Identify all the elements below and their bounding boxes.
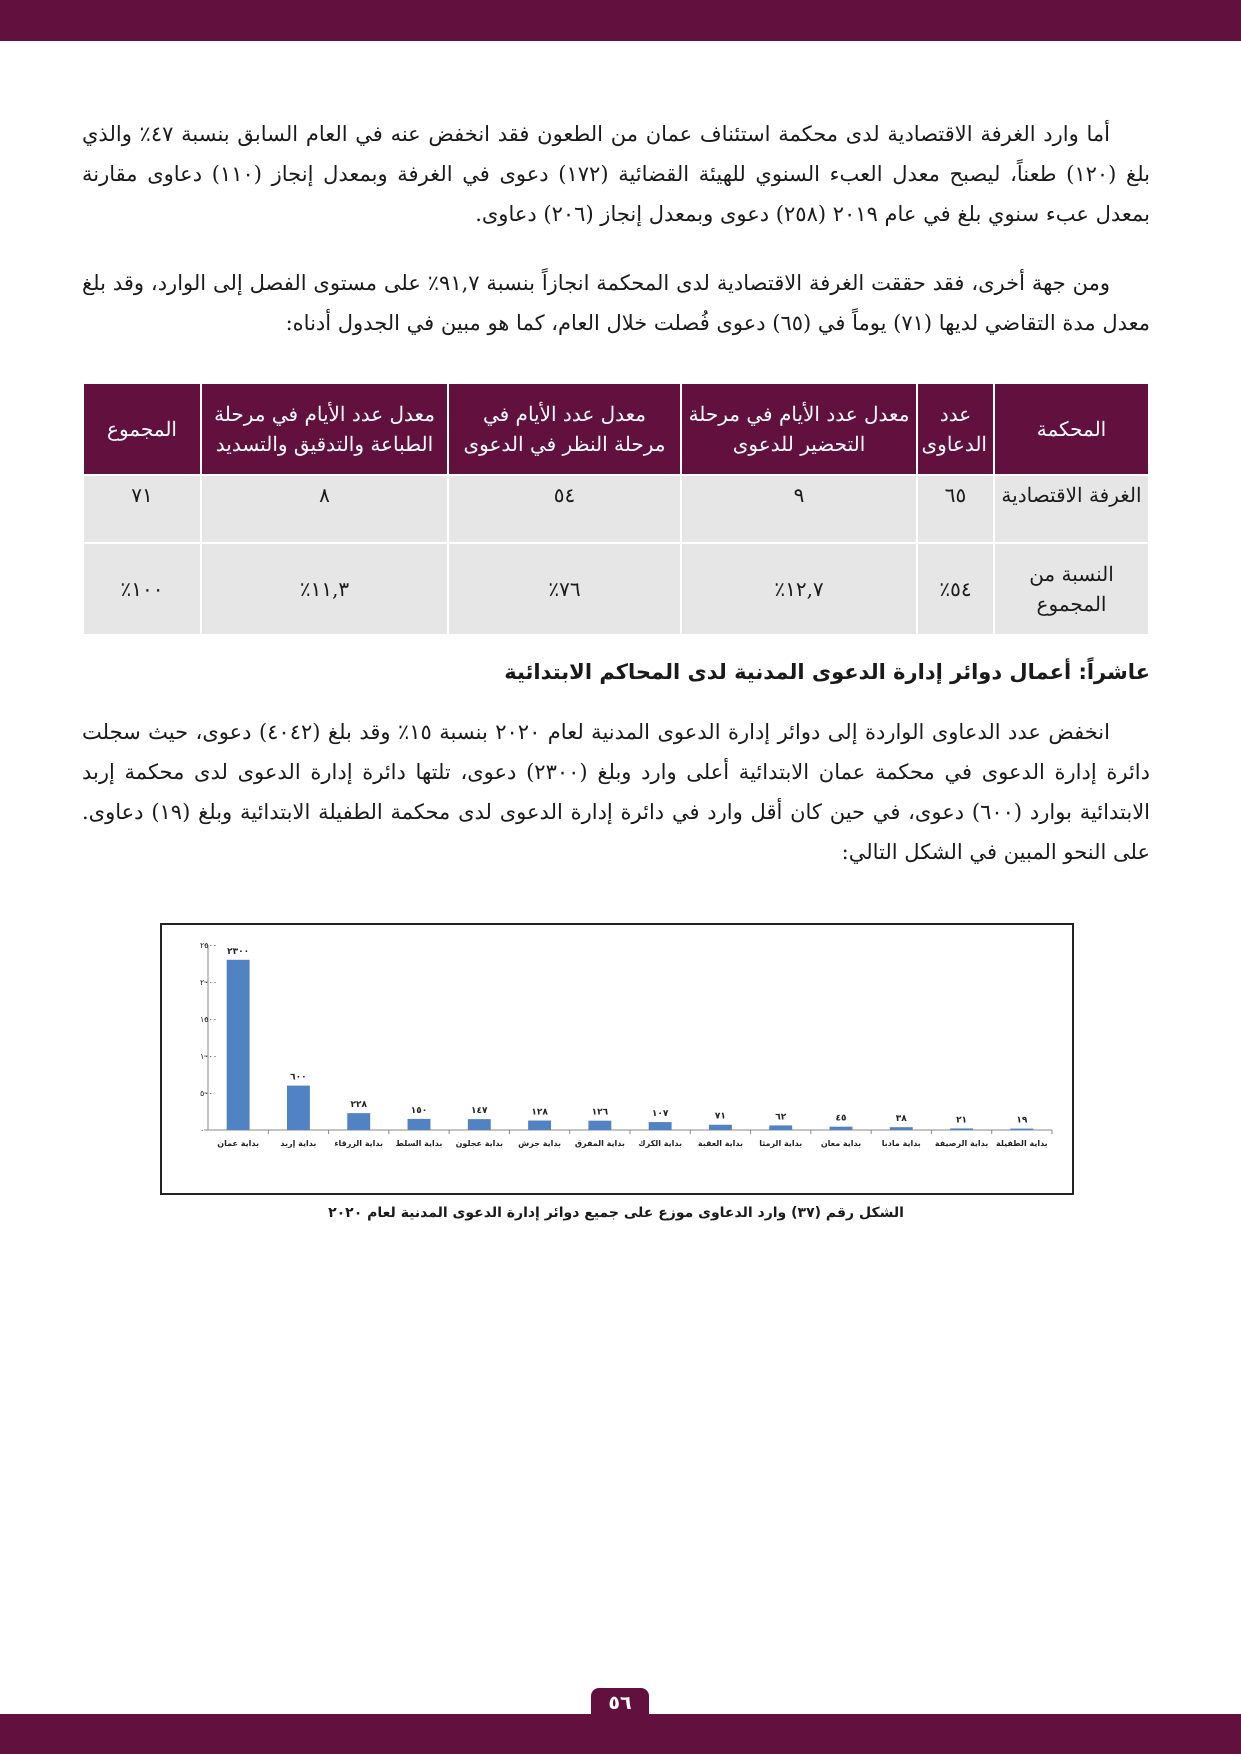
x-category-label: بداية المفرق xyxy=(574,1139,625,1148)
bar-13 xyxy=(950,1128,973,1130)
header-total: المجموع xyxy=(83,383,201,475)
x-category-label: بداية العقبة xyxy=(697,1139,744,1148)
bar-9 xyxy=(709,1125,732,1130)
y-tick-label: ٥٠٠ xyxy=(200,1089,213,1098)
cell-hearing-share: ٧٦٪ xyxy=(448,543,681,635)
table-row xyxy=(83,543,1149,635)
x-category-label: بداية الرمثا xyxy=(759,1139,803,1148)
x-category-label: بداية الزرقاء xyxy=(334,1139,384,1148)
bar-11 xyxy=(830,1127,853,1130)
bar-value-label: ٢٢٨ xyxy=(350,1100,367,1111)
cell-case-share: ٥٤٪ xyxy=(917,543,994,635)
bar-3 xyxy=(347,1113,370,1130)
bar-5 xyxy=(468,1119,491,1130)
cell-printing-days: ٨ xyxy=(201,475,448,543)
bar-7 xyxy=(588,1121,611,1130)
cell-hearing-days: ٥٤ xyxy=(448,475,681,543)
bar-6 xyxy=(528,1121,551,1130)
bar-chart xyxy=(160,923,1074,1195)
cell-preparation-days: ٩ xyxy=(681,475,917,543)
bar-value-label: ٢٣٠٠ xyxy=(227,946,250,957)
bottom-banner xyxy=(0,1714,1241,1754)
x-category-label: بداية السلط xyxy=(395,1139,443,1148)
y-tick-label: ٠ xyxy=(200,1126,205,1135)
bar-value-label: ١٩ xyxy=(1016,1115,1028,1126)
y-tick-label: ١٥٠٠ xyxy=(200,1015,218,1024)
bar-value-label: ١٠٧ xyxy=(651,1109,669,1120)
bar-14 xyxy=(1010,1129,1033,1130)
x-category-label: بداية معان xyxy=(820,1139,862,1148)
y-tick-label: ٢٥٠٠ xyxy=(200,941,218,950)
bar-10 xyxy=(769,1125,792,1130)
bar-4 xyxy=(408,1119,431,1130)
cell-total-share: ١٠٠٪ xyxy=(83,543,201,635)
bar-value-label: ٤٥ xyxy=(835,1113,847,1124)
cell-printing-share: ١١,٣٪ xyxy=(201,543,448,635)
cell-total: ٧١ xyxy=(83,475,201,543)
litigation-duration-table xyxy=(82,382,1150,636)
bar-2 xyxy=(287,1086,310,1130)
figure-caption: الشكل رقم (٣٧) وارد الدعاوى موزع على جميع دوائر إدارة الدعوى المدنية لعام ٢٠٢٠ xyxy=(328,1205,904,1221)
bar-value-label: ٧١ xyxy=(714,1111,726,1122)
y-tick-label: ١٠٠٠ xyxy=(200,1052,218,1061)
x-category-label: بداية الرصيفة xyxy=(934,1139,989,1148)
x-category-label: بداية إربد xyxy=(280,1139,317,1148)
y-tick-label: ٢٠٠٠ xyxy=(200,978,218,987)
table-header-row xyxy=(83,383,1149,475)
x-category-label: بداية عمان xyxy=(217,1139,259,1148)
bar-1 xyxy=(227,960,250,1130)
header-preparation-days: معدل عدد الأيام في مرحلة التحضير للدعوى xyxy=(681,383,917,475)
paragraph-economic-chamber-intake: أما وارد الغرفة الاقتصادية لدى محكمة استئناف عمان من الطعون فقد انخفض عنه في العام السابق بنسبة ٤٧٪ والذي بلغ (١٢٠) طعناً، ليصبح معدل العبء السنوي للهيئة القضائية (١٧٢) دعوى في الغرفة وبمعدل إنجاز (١١٠) دعاوى مقارنة بمعدل عبء سنوي بلغ في عام ٢٠١٩ (٢٥٨) دعوى وبمعدل إنجاز (٢٠٦) دعاوى. xyxy=(82,122,1150,226)
bar-value-label: ١٢٦ xyxy=(591,1107,609,1118)
paragraph-economic-chamber-achievement: ومن جهة أخرى، فقد حققت الغرفة الاقتصادية لدى المحكمة انجازاً بنسبة ٩١,٧٪ على مستوى الفصل إلى الوارد، وقد بلغ معدل مدة التقاضي لديها (٧١) يوماً في (٦٥) دعوى فُصلت خلال العام، كما هو مبين في الجدول أدناه: xyxy=(82,271,1150,335)
x-category-label: بداية عجلون xyxy=(455,1139,503,1148)
page-number: ٥٦ xyxy=(591,1688,649,1718)
header-court: المحكمة xyxy=(994,383,1149,475)
cell-court-name: الغرفة الاقتصادية xyxy=(994,475,1149,543)
header-case-count: عدد الدعاوى xyxy=(917,383,994,475)
cell-preparation-share: ١٢,٧٪ xyxy=(681,543,917,635)
bar-8 xyxy=(649,1122,672,1130)
section-heading: عاشراً: أعمال دوائر إدارة الدعوى المدنية لدى المحاكم الابتدائية xyxy=(504,660,1150,684)
bar-value-label: ٢١ xyxy=(956,1115,968,1126)
bar-value-label: ٦٠٠ xyxy=(290,1072,307,1083)
chart-canvas xyxy=(162,925,1072,1193)
cell-case-count: ٦٥ xyxy=(917,475,994,543)
paragraph-civil-case-management: انخفض عدد الدعاوى الواردة إلى دوائر إدارة الدعوى المدنية لعام ٢٠٢٠ بنسبة ١٥٪ وقد بلغ (٤٠٤٢) دعوى، حيث سجلت دائرة إدارة الدعوى في محكمة عمان الابتدائية أعلى وارد وبلغ (٢٣٠٠) دعوى، تلتها دائرة إدارة الدعوى لدى محكمة إربد الابتدائية بوارد (٦٠٠) دعوى، في حين كان أقل وارد في دائرة إدارة الدعوى لدى محكمة الطفيلة الابتدائية وبلغ (١٩) دعاوى. على النحو المبين في الشكل التالي: xyxy=(82,720,1151,864)
cell-share-label: النسبة من المجموع xyxy=(994,543,1149,635)
bar-12 xyxy=(890,1127,913,1130)
header-printing-days: معدل عدد الأيام في مرحلة الطباعة والتدقيق والتسديد xyxy=(201,383,448,475)
bar-value-label: ٦٢ xyxy=(775,1112,787,1123)
x-category-label: بداية مادبا xyxy=(881,1139,921,1148)
bar-value-label: ٣٨ xyxy=(895,1114,907,1125)
x-category-label: بداية جرش xyxy=(518,1139,561,1148)
x-category-label: بداية الطفيلة xyxy=(996,1139,1048,1148)
x-category-label: بداية الكرك xyxy=(638,1139,683,1148)
bar-value-label: ١٤٧ xyxy=(471,1106,488,1117)
bar-value-label: ١٢٨ xyxy=(531,1107,548,1118)
header-hearing-days: معدل عدد الأيام في مرحلة النظر في الدعوى xyxy=(448,383,681,475)
bar-value-label: ١٥٠ xyxy=(410,1105,428,1116)
top-banner xyxy=(0,0,1241,41)
table-row xyxy=(83,475,1149,543)
